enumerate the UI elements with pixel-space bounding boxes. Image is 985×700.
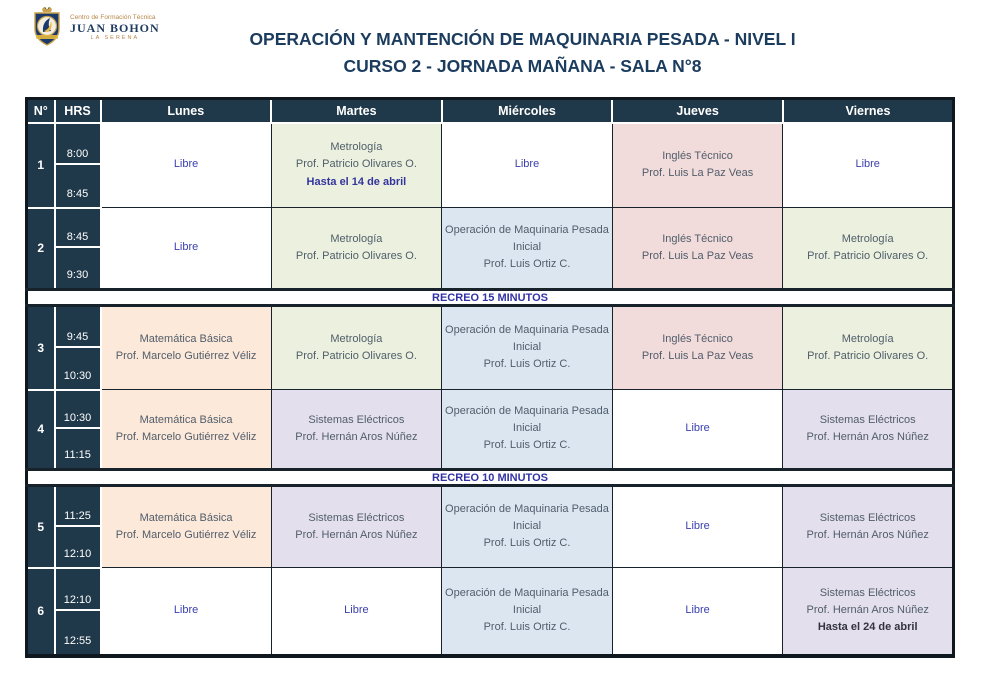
cell-viernes-5: Sistemas Eléctricos Prof. Hernán Aros Núñez — [783, 486, 954, 568]
end-time: 12:10 — [63, 547, 92, 560]
cell-miercoles-5: Operación de Maquinaria Pesada Inicial Prof. Luis Ortiz C. — [442, 486, 613, 568]
cell-viernes-2: Metrología Prof. Patricio Olivares O. — [783, 208, 954, 290]
row-hours — [55, 208, 101, 290]
row-hours — [55, 390, 101, 470]
page-title-line2: CURSO 2 - JORNADA MAÑANA - SALA N°8 — [343, 56, 702, 77]
row-hours — [55, 486, 101, 568]
cell-jueves-1: Inglés Técnico Prof. Luis La Paz Veas — [612, 123, 783, 208]
page-header — [0, 0, 985, 96]
row-number: 3 — [27, 306, 55, 390]
crest-icon — [30, 7, 64, 49]
end-time: 8:45 — [66, 187, 89, 200]
page-title-line1: OPERACIÓN Y MANTENCIÓN DE MAQUINARIA PESADA - NIVEL I — [249, 29, 796, 49]
row-hours — [55, 568, 101, 656]
cell-jueves-5: Libre — [612, 486, 783, 568]
table-row-6 — [27, 568, 954, 656]
start-time: 11:25 — [56, 487, 100, 527]
cell-lunes-1: Libre — [101, 123, 272, 208]
cell-viernes-1: Libre — [783, 123, 954, 208]
cell-viernes-6: Sistemas Eléctricos Prof. Hernán Aros Núñez Hasta el 24 de abril — [783, 568, 954, 656]
recreo-row-1 — [27, 290, 954, 306]
cell-martes-2: Metrología Prof. Patricio Olivares O. — [271, 208, 442, 290]
start-time: 10:30 — [56, 391, 100, 430]
row-number: 2 — [27, 208, 55, 290]
start-time: 9:45 — [56, 307, 100, 348]
table-row-2 — [27, 208, 954, 290]
logo-name-line: JUAN BOHON — [70, 20, 160, 35]
row-number: 6 — [27, 568, 55, 656]
col-header-viernes: Viernes — [783, 99, 954, 123]
cell-miercoles-6: Operación de Maquinaria Pesada Inicial Prof. Luis Ortiz C. — [442, 568, 613, 656]
col-header-hrs: HRS — [55, 99, 101, 123]
recreo-row-2 — [27, 470, 954, 486]
header-row — [27, 99, 954, 123]
cell-lunes-6: Libre — [101, 568, 272, 656]
recreo-label: RECREO 10 MINUTOS — [27, 470, 954, 486]
logo-city-line: LA SERENA — [90, 35, 140, 42]
col-header-martes: Martes — [271, 99, 442, 123]
table-row-4 — [27, 390, 954, 470]
row-number: 1 — [27, 123, 55, 208]
row-hours — [55, 123, 101, 208]
cell-jueves-2: Inglés Técnico Prof. Luis La Paz Veas — [612, 208, 783, 290]
cell-lunes-2: Libre — [101, 208, 272, 290]
cell-viernes-4: Sistemas Eléctricos Prof. Hernán Aros Núñez — [783, 390, 954, 470]
cell-lunes-3: Matemática Básica Prof. Marcelo Gutiérrez Véliz — [101, 306, 272, 390]
end-time: 11:15 — [64, 449, 91, 461]
table-row-1 — [27, 123, 954, 208]
cell-martes-3: Metrología Prof. Patricio Olivares O. — [271, 306, 442, 390]
cell-miercoles-3: Operación de Maquinaria Pesada Inicial Prof. Luis Ortiz C. — [442, 306, 613, 390]
cell-jueves-4: Libre — [612, 390, 783, 470]
end-time: 10:30 — [63, 369, 92, 382]
table-row-5 — [27, 486, 954, 568]
cell-jueves-3: Inglés Técnico Prof. Luis La Paz Veas — [612, 306, 783, 390]
start-time: 8:00 — [56, 124, 100, 166]
cell-martes-1: Metrología Prof. Patricio Olivares O. Hasta el 14 de abril — [271, 123, 442, 208]
col-header-num: N° — [27, 99, 55, 123]
end-time: 9:30 — [66, 269, 89, 281]
start-time: 12:10 — [56, 569, 100, 612]
table-row-3 — [27, 306, 954, 390]
start-time: 8:45 — [56, 209, 100, 249]
cell-lunes-5: Matemática Básica Prof. Marcelo Gutiérrez Véliz — [101, 486, 272, 568]
page-title — [60, 26, 985, 80]
recreo-label: RECREO 15 MINUTOS — [27, 290, 954, 306]
row-hours — [55, 306, 101, 390]
col-header-jueves: Jueves — [612, 99, 783, 123]
cell-martes-4: Sistemas Eléctricos Prof. Hernán Aros Núñez — [271, 390, 442, 470]
schedule-table — [25, 97, 955, 658]
cell-lunes-4: Matemática Básica Prof. Marcelo Gutiérrez Véliz — [101, 390, 272, 470]
row-number: 5 — [27, 486, 55, 568]
end-time: 12:55 — [63, 634, 92, 647]
col-header-miercoles: Miércoles — [442, 99, 613, 123]
cell-jueves-6: Libre — [612, 568, 783, 656]
logo-org-line: Centro de Formación Técnica — [70, 14, 156, 22]
cell-viernes-3: Metrología Prof. Patricio Olivares O. — [783, 306, 954, 390]
row-number: 4 — [27, 390, 55, 470]
cell-miercoles-1: Libre — [442, 123, 613, 208]
cell-miercoles-2: Operación de Maquinaria Pesada Inicial Prof. Luis Ortiz C. — [442, 208, 613, 290]
cell-martes-6: Libre — [271, 568, 442, 656]
cell-martes-5: Sistemas Eléctricos Prof. Hernán Aros Núñez — [271, 486, 442, 568]
cell-miercoles-4: Operación de Maquinaria Pesada Inicial Prof. Luis Ortiz C. — [442, 390, 613, 470]
col-header-lunes: Lunes — [101, 99, 272, 123]
